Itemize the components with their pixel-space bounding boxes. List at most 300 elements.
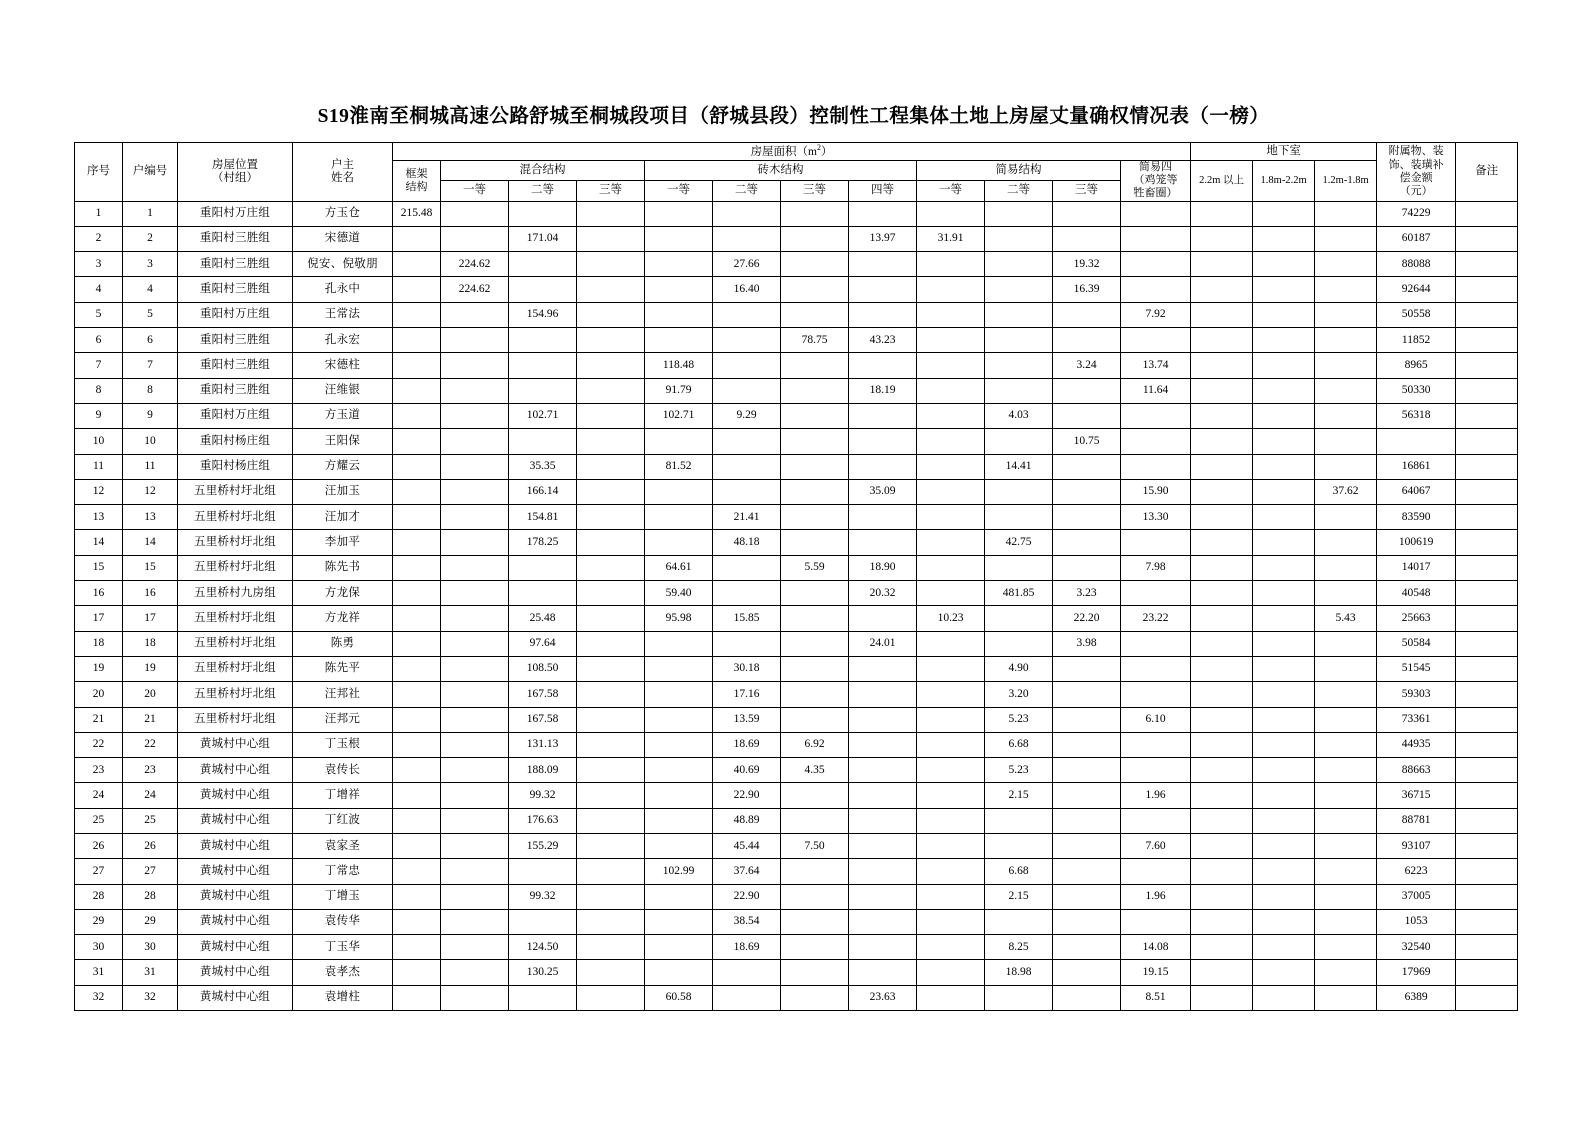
table-row [75,631,1518,656]
cell-brick-grade4 [849,909,917,934]
cell-brick-grade1 [645,252,713,277]
cell-basement-18-22 [1253,505,1315,530]
cell-mixed-grade2 [509,429,577,454]
cell-remark [1456,530,1518,555]
cell-owner: 袁增柱 [293,985,393,1010]
cell-simple-grade1: 31.91 [917,226,985,251]
cell-owner: 汪加玉 [293,479,393,504]
cell-basement-12-18 [1315,378,1377,403]
cell-brick-grade4 [849,353,917,378]
cell-attachment-amount: 59303 [1377,682,1456,707]
cell-simple-grade2: 6.68 [985,859,1053,884]
cell-brick-grade4 [849,859,917,884]
cell-simple-grade2 [985,353,1053,378]
cell-remark [1456,378,1518,403]
cell-simple-grade3 [1053,201,1121,226]
cell-remark [1456,277,1518,302]
cell-brick-grade4 [849,960,917,985]
cell-brick-grade2 [713,631,781,656]
table-row [75,302,1518,327]
cell-brick-grade2 [713,581,781,606]
cell-location: 重阳村三胜组 [178,328,293,353]
cell-basement-18-22 [1253,454,1315,479]
cell-brick-grade1 [645,935,713,960]
cell-simple-grade2: 4.90 [985,656,1053,681]
cell-attachment-amount: 11852 [1377,328,1456,353]
cell-mixed-grade1 [441,833,509,858]
cell-brick-grade4: 23.63 [849,985,917,1010]
cell-mixed-grade3 [577,808,645,833]
cell-mixed-grade2: 108.50 [509,656,577,681]
cell-household-no: 1 [123,201,178,226]
cell-mixed-grade1 [441,808,509,833]
cell-simple-grade3 [1053,454,1121,479]
cell-simple-grade3 [1053,682,1121,707]
cell-simple-grade2: 42.75 [985,530,1053,555]
cell-remark [1456,505,1518,530]
cell-remark [1456,581,1518,606]
cell-basement-above [1191,935,1253,960]
cell-frame [393,378,441,403]
cell-brick-grade1 [645,707,713,732]
cell-household-no: 23 [123,758,178,783]
cell-brick-grade2 [713,378,781,403]
table-row [75,429,1518,454]
cell-owner: 方龙保 [293,581,393,606]
cell-mixed-grade3 [577,859,645,884]
cell-owner: 袁孝杰 [293,960,393,985]
cell-frame [393,353,441,378]
cell-mixed-grade3 [577,732,645,757]
cell-brick-grade1: 102.99 [645,859,713,884]
cell-simple-four [1121,226,1191,251]
cell-owner: 王常法 [293,302,393,327]
cell-location: 重阳村三胜组 [178,378,293,403]
cell-brick-grade3 [781,859,849,884]
cell-brick-grade3 [781,201,849,226]
cell-owner: 孔永中 [293,277,393,302]
cell-seq: 19 [75,656,123,681]
cell-simple-grade2 [985,277,1053,302]
cell-attachment-amount: 32540 [1377,935,1456,960]
cell-simple-grade1 [917,682,985,707]
cell-mixed-grade3 [577,226,645,251]
cell-basement-12-18 [1315,884,1377,909]
col-mixed-grade3: 三等 [577,181,645,201]
cell-mixed-grade3 [577,201,645,226]
cell-brick-grade4 [849,505,917,530]
cell-basement-12-18 [1315,707,1377,732]
cell-simple-grade1 [917,707,985,732]
cell-mixed-grade1 [441,656,509,681]
cell-location: 重阳村三胜组 [178,252,293,277]
col-simple-grade2: 二等 [985,181,1053,201]
cell-owner: 陈先书 [293,555,393,580]
cell-brick-grade3 [781,479,849,504]
cell-mixed-grade1 [441,479,509,504]
cell-seq: 22 [75,732,123,757]
cell-location: 黄城村中心组 [178,909,293,934]
cell-attachment-amount: 6223 [1377,859,1456,884]
cell-simple-four: 1.96 [1121,783,1191,808]
cell-owner: 宋德道 [293,226,393,251]
cell-brick-grade4 [849,454,917,479]
cell-brick-grade1 [645,530,713,555]
cell-basement-18-22 [1253,758,1315,783]
cell-brick-grade4 [849,252,917,277]
cell-location: 黄城村中心组 [178,783,293,808]
cell-brick-grade2: 38.54 [713,909,781,934]
cell-simple-four: 8.51 [1121,985,1191,1010]
cell-simple-grade3 [1053,656,1121,681]
page-title: S19淮南至桐城高速公路舒城至桐城段项目（舒城县段）控制性工程集体土地上房屋丈量确权情况表（一榜） [317,106,1270,127]
cell-mixed-grade3 [577,353,645,378]
cell-location: 五里桥村圩北组 [178,631,293,656]
table-row [75,454,1518,479]
cell-household-no: 13 [123,505,178,530]
cell-seq: 26 [75,833,123,858]
cell-attachment-amount: 36715 [1377,783,1456,808]
cell-frame [393,328,441,353]
cell-seq: 3 [75,252,123,277]
cell-frame [393,985,441,1010]
cell-mixed-grade3 [577,277,645,302]
cell-mixed-grade3 [577,935,645,960]
cell-simple-four [1121,252,1191,277]
cell-remark [1456,985,1518,1010]
cell-simple-four: 7.98 [1121,555,1191,580]
cell-brick-grade2: 48.18 [713,530,781,555]
col-basement-18-22: 1.8m-2.2m [1253,161,1315,202]
cell-frame [393,758,441,783]
cell-basement-above [1191,302,1253,327]
cell-simple-four: 15.90 [1121,479,1191,504]
cell-mixed-grade3 [577,884,645,909]
col-brick-grade2: 二等 [713,181,781,201]
cell-owner: 汪维银 [293,378,393,403]
cell-household-no: 30 [123,935,178,960]
cell-basement-12-18 [1315,201,1377,226]
cell-simple-grade3 [1053,226,1121,251]
cell-simple-grade2: 14.41 [985,454,1053,479]
cell-brick-grade1 [645,656,713,681]
cell-seq: 14 [75,530,123,555]
cell-mixed-grade2 [509,909,577,934]
cell-brick-grade4 [849,732,917,757]
cell-remark [1456,454,1518,479]
col-frame-line2: 结构 [405,180,428,193]
cell-brick-grade3 [781,277,849,302]
cell-brick-grade2 [713,960,781,985]
cell-location: 五里桥村圩北组 [178,505,293,530]
col-remark: 备注 [1456,143,1518,202]
cell-frame [393,555,441,580]
cell-mixed-grade3 [577,581,645,606]
cell-household-no: 28 [123,884,178,909]
cell-basement-18-22 [1253,960,1315,985]
cell-mixed-grade3 [577,252,645,277]
cell-owner: 袁传长 [293,758,393,783]
table-row [75,226,1518,251]
cell-seq: 13 [75,505,123,530]
cell-simple-grade1 [917,935,985,960]
cell-brick-grade1: 59.40 [645,581,713,606]
cell-basement-above [1191,606,1253,631]
cell-mixed-grade1 [441,884,509,909]
cell-location: 五里桥村圩北组 [178,682,293,707]
cell-location: 五里桥村圩北组 [178,707,293,732]
cell-household-no: 15 [123,555,178,580]
cell-household-no: 27 [123,859,178,884]
cell-mixed-grade2: 167.58 [509,707,577,732]
cell-remark [1456,909,1518,934]
cell-location: 重阳村万庄组 [178,201,293,226]
cell-basement-12-18 [1315,656,1377,681]
cell-brick-grade3 [781,682,849,707]
cell-simple-four [1121,859,1191,884]
cell-frame [393,581,441,606]
cell-attachment-amount: 56318 [1377,403,1456,428]
cell-brick-grade3 [781,783,849,808]
cell-location: 重阳村三胜组 [178,277,293,302]
cell-basement-12-18: 37.62 [1315,479,1377,504]
cell-mixed-grade3 [577,682,645,707]
cell-mixed-grade3 [577,960,645,985]
cell-location: 黄城村中心组 [178,960,293,985]
cell-mixed-grade2: 178.25 [509,530,577,555]
cell-simple-grade3 [1053,302,1121,327]
cell-mixed-grade2: 35.35 [509,454,577,479]
cell-basement-12-18 [1315,960,1377,985]
cell-simple-grade1 [917,656,985,681]
cell-basement-18-22 [1253,252,1315,277]
cell-simple-four [1121,530,1191,555]
cell-household-no: 9 [123,403,178,428]
cell-mixed-grade2: 25.48 [509,606,577,631]
cell-remark [1456,884,1518,909]
cell-seq: 18 [75,631,123,656]
cell-basement-12-18 [1315,530,1377,555]
cell-simple-grade1 [917,833,985,858]
table-container [0,142,1587,1011]
cell-simple-grade2: 18.98 [985,960,1053,985]
cell-simple-grade3 [1053,884,1121,909]
cell-frame [393,707,441,732]
cell-remark [1456,732,1518,757]
cell-simple-grade3 [1053,505,1121,530]
cell-mixed-grade1 [441,530,509,555]
col-frame-line1: 框架 [405,167,428,180]
cell-simple-grade3: 16.39 [1053,277,1121,302]
cell-basement-18-22 [1253,277,1315,302]
cell-mixed-grade1 [441,328,509,353]
cell-basement-18-22 [1253,403,1315,428]
cell-simple-grade2: 8.25 [985,935,1053,960]
cell-location: 五里桥村圩北组 [178,606,293,631]
cell-brick-grade1 [645,302,713,327]
cell-mixed-grade2: 155.29 [509,833,577,858]
cell-seq: 32 [75,985,123,1010]
cell-mixed-grade1 [441,985,509,1010]
table-row [75,378,1518,403]
cell-brick-grade3 [781,378,849,403]
cell-basement-above [1191,656,1253,681]
cell-owner: 方龙祥 [293,606,393,631]
cell-brick-grade3 [781,808,849,833]
cell-simple-grade2 [985,201,1053,226]
cell-basement-12-18 [1315,935,1377,960]
cell-simple-grade1 [917,252,985,277]
col-basement-group: 地下室 [1191,143,1377,161]
cell-basement-above [1191,201,1253,226]
col-simple-grade1: 一等 [917,181,985,201]
cell-brick-grade3: 6.92 [781,732,849,757]
cell-basement-12-18 [1315,555,1377,580]
cell-household-no: 10 [123,429,178,454]
cell-basement-above [1191,808,1253,833]
cell-brick-grade2 [713,302,781,327]
cell-remark [1456,429,1518,454]
cell-attachment-amount: 50558 [1377,302,1456,327]
cell-seq: 9 [75,403,123,428]
cell-brick-grade1 [645,479,713,504]
cell-simple-grade2 [985,429,1053,454]
col-simple-four [1121,161,1191,202]
cell-basement-above [1191,884,1253,909]
cell-simple-grade2 [985,909,1053,934]
cell-brick-grade1 [645,328,713,353]
cell-simple-grade2 [985,479,1053,504]
cell-household-no: 3 [123,252,178,277]
cell-basement-12-18 [1315,985,1377,1010]
cell-brick-grade1 [645,833,713,858]
cell-owner: 汪加才 [293,505,393,530]
cell-brick-grade4 [849,808,917,833]
cell-simple-grade3: 3.98 [1053,631,1121,656]
cell-owner: 陈勇 [293,631,393,656]
cell-attachment-amount: 25663 [1377,606,1456,631]
table-row [75,985,1518,1010]
cell-mixed-grade2 [509,201,577,226]
cell-basement-above [1191,985,1253,1010]
cell-seq: 12 [75,479,123,504]
cell-brick-grade1: 81.52 [645,454,713,479]
land-survey-table [74,142,1518,1011]
cell-basement-18-22 [1253,302,1315,327]
cell-remark [1456,833,1518,858]
cell-brick-grade4 [849,403,917,428]
cell-location: 五里桥村圩北组 [178,479,293,504]
cell-brick-grade4: 20.32 [849,581,917,606]
col-mixed-structure: 混合结构 [441,161,645,181]
cell-attachment-amount: 17969 [1377,960,1456,985]
cell-owner: 袁传华 [293,909,393,934]
cell-simple-grade1 [917,505,985,530]
cell-brick-grade4 [849,530,917,555]
cell-brick-grade4 [849,302,917,327]
cell-frame [393,859,441,884]
cell-brick-grade2: 18.69 [713,935,781,960]
cell-brick-grade2 [713,429,781,454]
col-mixed-grade1: 一等 [441,181,509,201]
cell-basement-above [1191,909,1253,934]
cell-location: 黄城村中心组 [178,833,293,858]
cell-basement-18-22 [1253,808,1315,833]
cell-simple-grade3: 19.32 [1053,252,1121,277]
cell-simple-grade2 [985,555,1053,580]
cell-simple-four: 1.96 [1121,884,1191,909]
cell-brick-grade2: 48.89 [713,808,781,833]
cell-simple-grade1 [917,808,985,833]
cell-remark [1456,201,1518,226]
cell-seq: 2 [75,226,123,251]
cell-basement-12-18 [1315,252,1377,277]
cell-brick-grade1 [645,960,713,985]
cell-simple-grade2: 481.85 [985,581,1053,606]
cell-brick-grade3 [781,403,849,428]
cell-attachment-amount: 16861 [1377,454,1456,479]
cell-frame [393,656,441,681]
cell-owner: 方玉仓 [293,201,393,226]
cell-simple-grade1 [917,302,985,327]
cell-mixed-grade3 [577,985,645,1010]
cell-simple-four [1121,758,1191,783]
cell-basement-12-18 [1315,302,1377,327]
cell-brick-grade4: 24.01 [849,631,917,656]
cell-mixed-grade3 [577,783,645,808]
col-attachment-line3: 偿金额 [1399,171,1433,184]
cell-frame [393,429,441,454]
table-row [75,252,1518,277]
cell-brick-grade1 [645,808,713,833]
cell-simple-four [1121,403,1191,428]
cell-seq: 25 [75,808,123,833]
cell-location: 重阳村万庄组 [178,302,293,327]
cell-brick-grade3 [781,707,849,732]
cell-brick-grade4: 18.90 [849,555,917,580]
col-frame-structure [393,161,441,202]
cell-basement-12-18 [1315,353,1377,378]
cell-basement-above [1191,707,1253,732]
cell-brick-grade4 [849,606,917,631]
cell-owner: 丁常忠 [293,859,393,884]
cell-basement-18-22 [1253,833,1315,858]
cell-simple-four [1121,909,1191,934]
cell-frame [393,682,441,707]
cell-basement-above [1191,682,1253,707]
cell-attachment-amount: 44935 [1377,732,1456,757]
cell-remark [1456,353,1518,378]
cell-owner: 王阳保 [293,429,393,454]
cell-attachment-amount: 6389 [1377,985,1456,1010]
cell-owner: 孔永宏 [293,328,393,353]
cell-basement-above [1191,328,1253,353]
cell-mixed-grade1 [441,631,509,656]
cell-brick-grade4 [849,884,917,909]
cell-seq: 16 [75,581,123,606]
cell-simple-grade1 [917,378,985,403]
cell-brick-grade3: 7.50 [781,833,849,858]
cell-mixed-grade1 [441,226,509,251]
cell-basement-12-18 [1315,859,1377,884]
cell-brick-grade3 [781,454,849,479]
cell-simple-four [1121,808,1191,833]
cell-owner: 丁红波 [293,808,393,833]
cell-brick-grade2: 40.69 [713,758,781,783]
cell-mixed-grade1 [441,909,509,934]
cell-frame [393,935,441,960]
cell-basement-18-22 [1253,707,1315,732]
